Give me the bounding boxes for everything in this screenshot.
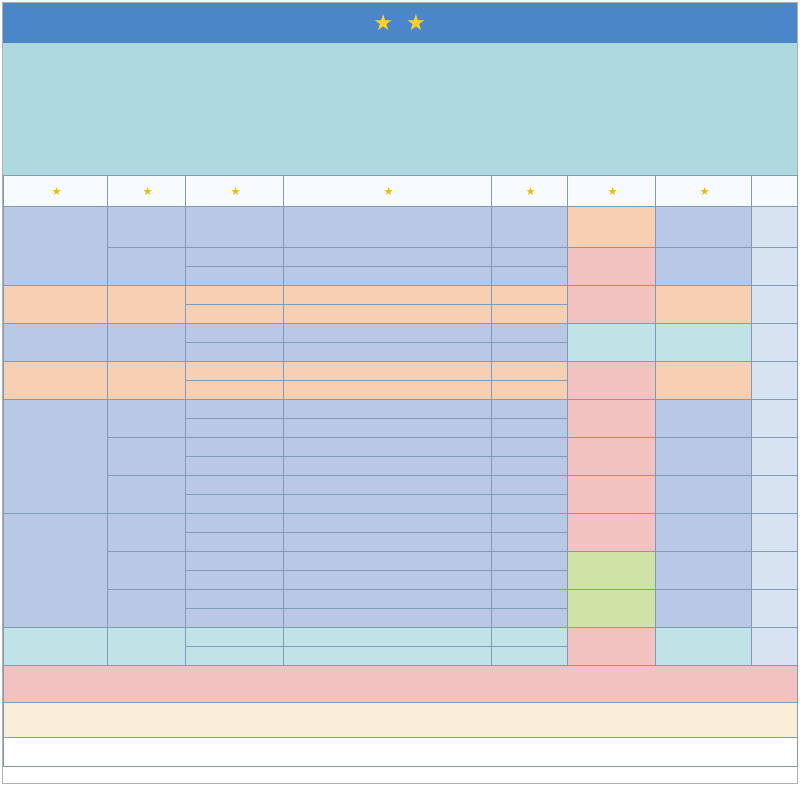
date-cell: [4, 628, 108, 666]
standard-cell: [568, 438, 656, 476]
title-bar: [3, 3, 797, 43]
header-standard: [568, 176, 656, 207]
category-cell: [108, 286, 186, 324]
teacher-cell: [492, 476, 568, 495]
time-cell: [186, 324, 284, 343]
footer-row: [4, 738, 798, 767]
teacher-cell: [492, 267, 568, 286]
table-row: [4, 248, 798, 267]
remark-cell: [752, 514, 798, 552]
course-cell: [284, 248, 492, 267]
standard-cell: [568, 362, 656, 400]
category-cell: [108, 400, 186, 438]
standard-cell: [568, 476, 656, 514]
header-category: [108, 176, 186, 207]
teacher-cell: [492, 628, 568, 647]
category-cell: [108, 248, 186, 286]
standard-cell: [568, 207, 656, 248]
remark-cell: [752, 552, 798, 590]
room-cell: [656, 400, 752, 438]
remark-cell: [752, 590, 798, 628]
header-remark: [752, 176, 798, 207]
course-cell: [284, 305, 492, 324]
teacher-cell: [492, 381, 568, 400]
room-cell: [656, 248, 752, 286]
header-room: [656, 176, 752, 207]
star-icon: ★: [383, 185, 394, 198]
table-row: [4, 476, 798, 495]
teacher-cell: [492, 533, 568, 552]
teacher-cell: [492, 609, 568, 628]
standard-cell: [568, 324, 656, 362]
header-time: [186, 176, 284, 207]
course-cell: [284, 476, 492, 495]
teacher-cell: [492, 324, 568, 343]
teacher-cell: [492, 552, 568, 571]
time-cell: [186, 476, 284, 495]
table-row: [4, 628, 798, 647]
course-cell: [284, 286, 492, 305]
course-cell: [284, 495, 492, 514]
category-cell: [108, 324, 186, 362]
time-cell: [186, 267, 284, 286]
standard-cell: [568, 286, 656, 324]
star-icon: ★: [525, 185, 536, 198]
teacher-cell: [492, 305, 568, 324]
standard-cell: [568, 590, 656, 628]
course-cell: [284, 457, 492, 476]
standard-cell: [568, 552, 656, 590]
time-cell: [186, 647, 284, 666]
room-cell: [656, 286, 752, 324]
remark-cell: [752, 362, 798, 400]
date-cell: [4, 324, 108, 362]
star-icon: ★: [51, 185, 62, 198]
course-cell: [284, 533, 492, 552]
room-cell: [656, 476, 752, 514]
teacher-cell: [492, 362, 568, 381]
closing-row: [4, 666, 798, 703]
category-cell: [108, 207, 186, 248]
standard-cell: [568, 248, 656, 286]
header-row: [4, 176, 798, 207]
remark-cell: [752, 400, 798, 438]
teacher-cell: [492, 647, 568, 666]
course-cell: [284, 609, 492, 628]
time-cell: [186, 495, 284, 514]
header-course: [284, 176, 492, 207]
category-cell: [108, 628, 186, 666]
room-cell: [656, 514, 752, 552]
time-cell: [186, 609, 284, 628]
schedule-sheet: [2, 2, 798, 784]
time-cell: [186, 438, 284, 457]
footer-credit: [4, 738, 798, 767]
remark-cell: [752, 324, 798, 362]
header-date: [4, 176, 108, 207]
course-cell: [284, 343, 492, 362]
course-cell: [284, 590, 492, 609]
standard-cell: [568, 400, 656, 438]
date-cell: [4, 514, 108, 628]
time-cell: [186, 400, 284, 419]
course-cell: [284, 438, 492, 457]
time-cell: [186, 248, 284, 267]
time-cell: [186, 590, 284, 609]
remark-cell: [752, 248, 798, 286]
course-cell: [284, 324, 492, 343]
teacher-cell: [492, 571, 568, 590]
time-cell: [186, 305, 284, 324]
time-cell: [186, 419, 284, 438]
teacher-cell: [492, 590, 568, 609]
closing-note-row: [4, 703, 798, 738]
teacher-cell: [492, 495, 568, 514]
time-cell: [186, 628, 284, 647]
date-cell: [4, 362, 108, 400]
closing-ceremony: [4, 666, 798, 703]
table-row: [4, 207, 798, 248]
remark-cell: [752, 438, 798, 476]
teacher-cell: [492, 343, 568, 362]
star-icon: ★: [699, 185, 710, 198]
time-cell: [186, 381, 284, 400]
remark-cell: [752, 476, 798, 514]
category-cell: [108, 552, 186, 590]
course-cell: [284, 647, 492, 666]
time-cell: [186, 552, 284, 571]
course-cell: [284, 381, 492, 400]
room-cell: [656, 362, 752, 400]
course-cell: [284, 419, 492, 438]
time-cell: [186, 207, 284, 248]
teacher-cell: [492, 248, 568, 267]
teacher-cell: [492, 457, 568, 476]
course-cell: [284, 362, 492, 381]
course-cell: [284, 267, 492, 286]
standard-cell: [568, 628, 656, 666]
notice-block: [3, 43, 797, 175]
table-row: [4, 362, 798, 381]
time-cell: [186, 343, 284, 362]
table-row: [4, 590, 798, 609]
teacher-cell: [492, 286, 568, 305]
header-teacher: [492, 176, 568, 207]
time-cell: [186, 514, 284, 533]
time-cell: [186, 457, 284, 476]
category-cell: [108, 514, 186, 552]
room-cell: [656, 628, 752, 666]
table-row: [4, 438, 798, 457]
category-cell: [108, 438, 186, 476]
time-cell: [186, 286, 284, 305]
star-icon: ★: [230, 185, 241, 198]
time-cell: [186, 362, 284, 381]
schedule-table: [3, 175, 798, 767]
course-cell: [284, 514, 492, 533]
course-cell: [284, 552, 492, 571]
table-row: [4, 400, 798, 419]
standard-cell: [568, 514, 656, 552]
remark-cell: [752, 286, 798, 324]
table-row: [4, 286, 798, 305]
time-cell: [186, 533, 284, 552]
room-cell: [656, 438, 752, 476]
category-cell: [108, 590, 186, 628]
course-cell: [284, 571, 492, 590]
course-cell: [284, 628, 492, 647]
teacher-cell: [492, 207, 568, 248]
star-icon: ★: [142, 185, 153, 198]
teacher-cell: [492, 514, 568, 533]
teacher-cell: [492, 419, 568, 438]
teacher-cell: [492, 400, 568, 419]
remark-cell: [752, 628, 798, 666]
course-cell: [284, 207, 492, 248]
table-row: [4, 324, 798, 343]
star-icon: ★: [373, 10, 394, 36]
remark-cell: [752, 207, 798, 248]
star-icon: ★: [406, 10, 427, 36]
table-row: [4, 514, 798, 533]
date-cell: [4, 400, 108, 514]
star-icon: ★: [607, 185, 618, 198]
course-cell: [284, 400, 492, 419]
room-cell: [656, 207, 752, 248]
teacher-cell: [492, 438, 568, 457]
table-row: [4, 552, 798, 571]
closing-note: [4, 703, 798, 738]
category-cell: [108, 476, 186, 514]
date-cell: [4, 207, 108, 286]
room-cell: [656, 324, 752, 362]
category-cell: [108, 362, 186, 400]
time-cell: [186, 571, 284, 590]
room-cell: [656, 590, 752, 628]
room-cell: [656, 552, 752, 590]
date-cell: [4, 286, 108, 324]
